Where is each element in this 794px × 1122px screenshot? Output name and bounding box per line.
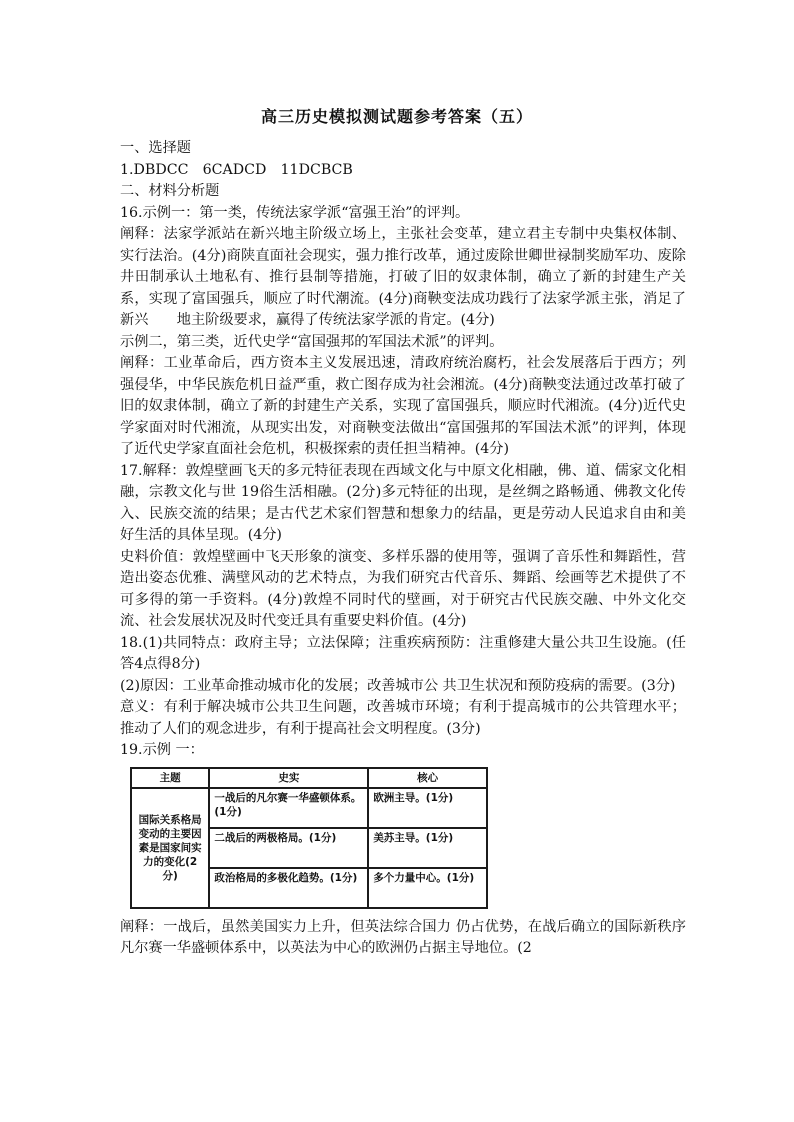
section-heading-material: 二、材料分析题	[120, 183, 220, 199]
q18-part-two-significance: 意义：有利于解决城市公共卫生问题，改善城市环境；有利于提高城市的公共管理水平；推动了人们的观念进步，有利于提高社会文明程度。(3分)	[120, 699, 686, 737]
table-cell-core: 美苏主导。(1分)	[368, 828, 487, 868]
table-cell-fact: 一战后的凡尔赛一华盛顿体系。(1分)	[209, 788, 368, 828]
q16-explanation-two: 阐释：工业革命后，西方资本主义发展迅速，清政府统治腐朽，社会发展落后于西方；列强侵华，中华民族危机日益严重，救亡图存成为社会湘流。(4分)商鞅变法通过改革打破了旧的奴隶体制，确立了新的封建生产关系，实现了富国强兵，顺应时代湘流。(4分)近代史学家面对时代湘流，从现实出发，对商鞅变法做出“富国强邦的军国法术派”的评判，体现了近代史学家直面社会危机，积极探索的责任担当精神。(4分)	[120, 355, 686, 457]
q17-explanation: 17.解释：敦煌壁画飞天的多元特征表现在西域文化与中原文化相融，佛、道、儒家文化相融，宗教文化与世 19俗生活相融。(2分)多元特征的出现，是丝绸之路畅通、佛教文化传入、民族交流的结果；是古代艺术家们智慧和想象力的结晶，更是劳动人民追求自由和美好生活的具体呈现。(4分)	[120, 462, 686, 543]
q19-explanation: 阐释：一战后，虽然美国实力上升，但英法综合国力 仍占优势，在战后确立的国际新秩序凡尔赛一华盛顿体系中，以英法为中心的欧洲仍占据主导地位。(2	[120, 918, 686, 956]
q16-example-one: 16.示例一：第一类，传统法家学派“富强王治”的评判。	[120, 204, 470, 221]
q18-part-two-reason: (2)原因：工业革命推动城市化的发展；改善城市公 共卫生状况和预防疫病的需要。(3分)	[120, 677, 676, 694]
answer-content	[120, 138, 686, 960]
table-header-row	[131, 768, 487, 788]
q16-explanation-one: 阐释：法家学派站在新兴地主阶级立场上，主张社会变革，建立君主专制中央集权体制、实行法治。(4分)商陕直面社会现实，强力推行改革，通过废除世卿世禄制奖励军功、废除井田制承认土地私有、推行县制等措施，打破了旧的奴隶体制，确立了新的封建生产关系，实现了富国强兵，顺应了时代潮流。(4分)商鞅变法成功践行了法家学派主张，消足了新兴 地主阶级要求，赢得了传统法家学派的肯定。(4分)	[120, 226, 686, 328]
table-header-fact: 史实	[209, 768, 368, 788]
q19-table	[130, 767, 488, 909]
choice-answers: 1.DBDCC 6CADCD 11DCBCB	[120, 161, 353, 178]
table-cell-theme: 国际关系格局变动的主要因素是国家间实力的变化(2分)	[131, 788, 209, 908]
table-cell-core: 欧洲主导。(1分)	[368, 788, 487, 828]
table-cell-fact: 政治格局的多极化趋势。(1分)	[209, 868, 368, 908]
section-heading-choice: 一、选择题	[120, 140, 191, 156]
table-cell-core: 多个力量中心。(1分)	[368, 868, 487, 908]
table-row	[131, 788, 487, 828]
q17-historical-value: 史料价值：敦煌壁画中飞天形象的演变、多样乐器的使用等，强调了音乐性和舞蹈性，营造出姿态优雅、满壁风动的艺术特点，为我们研究古代音乐、舞蹈、绘画等艺术提供了不可多得的第一手资料。(4分)敦煌不同时代的壁画，对于研究古代民族交融、中外文化交流、社会发展状况及时代变迁具有重要史料价值。(4分)	[120, 548, 686, 629]
table-cell-fact: 二战后的两极格局。(1分)	[209, 828, 368, 868]
table-header-theme: 主题	[131, 768, 209, 788]
table-header-core: 核心	[368, 768, 487, 788]
q19-example-one: 19.示例 一：	[120, 742, 204, 758]
q16-example-two: 示例二，第三类，近代史学“富国强邦的军国法术派”的评判。	[120, 333, 504, 350]
q19-table-wrap	[130, 767, 488, 909]
page-title: 高三历史模拟测试题参考答案（五）	[260, 107, 533, 126]
q18-part-one: 18.(1)共同特点：政府主导；立法保障；注重疾病预防：注重修建大量公共卫生设施。(任答4点得8分)	[120, 634, 686, 672]
